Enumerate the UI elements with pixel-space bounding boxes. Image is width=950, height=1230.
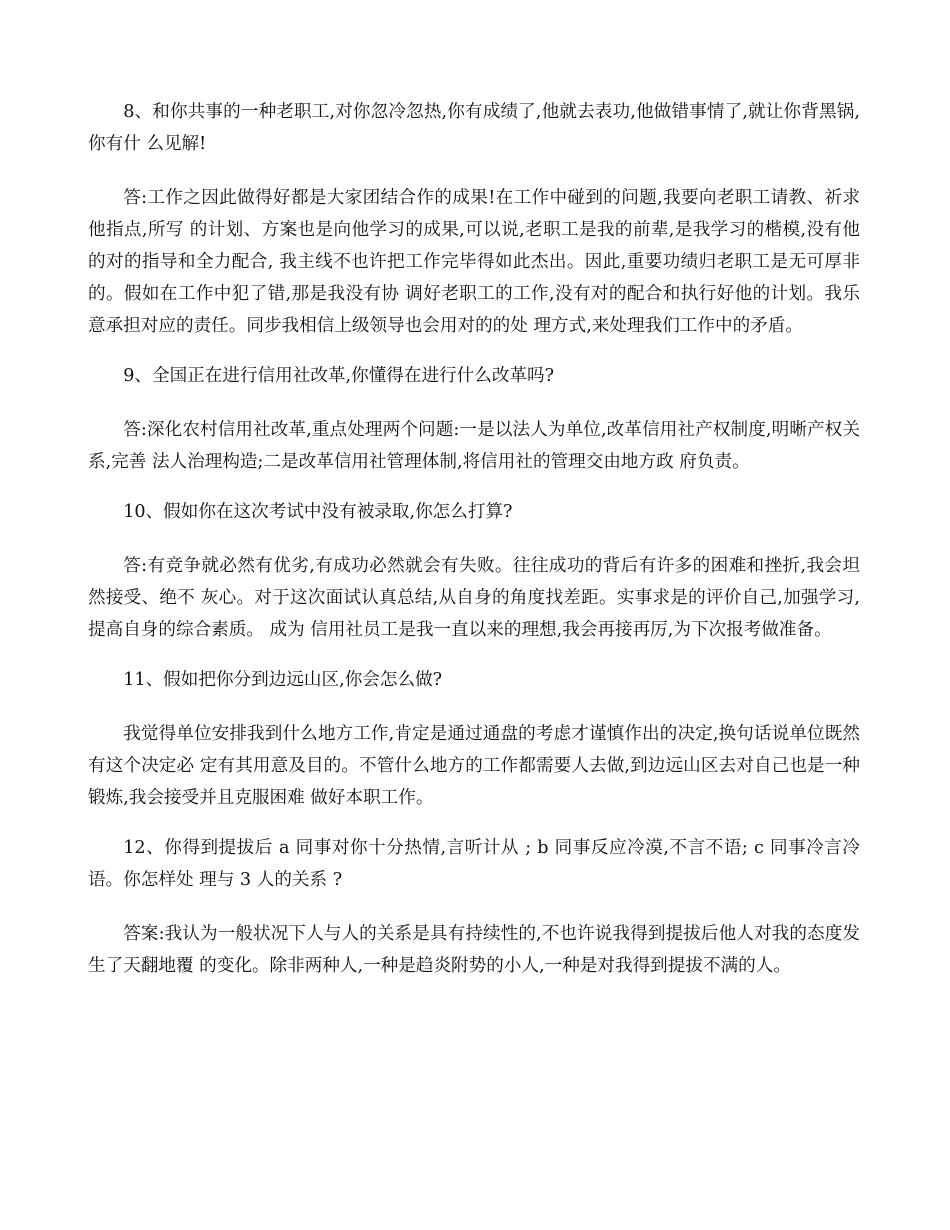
question-8: 8、和你共事的一种老职工,对你忽冷忽热,你有成绩了,他就去表功,他做错事情了,就让你背黑锅,你有什 么见解! xyxy=(88,102,860,154)
answer-11: 我觉得单位安排我到什么地方工作,肯定是通过通盘的考虑才谨慎作出的决定,换句话说单位既然有这个决定必 定有其用意及目的。不管什么地方的工作都需要人去做,到边远山区去对自己也是一种锻炼,我会接受并且克服困难 做好本职工作。 xyxy=(88,724,860,808)
answer-12: 答案:我认为一般状况下人与人的关系是具有持续性的,不也许说我得到提拔后他人对我的态度发生了天翻地覆 的变化。除非两种人,一种是趋炎附势的小人,一种是对我得到提拔不满的人。 xyxy=(88,924,860,976)
document-page xyxy=(88,96,860,1000)
answer-10: 答:有竞争就必然有优劣,有成功必然就会有失败。往往成功的背后有许多的困难和挫折,我会坦然接受、绝不 灰心。对于这次面试认真总结,从自身的角度找差距。实事求是的评价自己,加强学习,提高自身的综合素质。 成为 信用社员工是我一直以来的理想,我会再接再厉,为下次报考做准备。 xyxy=(88,556,860,640)
question-11: 11、假如把你分到边远山区,你会怎么做? xyxy=(123,670,443,690)
question-12: 12、你得到提拔后 a 同事对你十分热情,言听计从 ; b 同事反应冷漠,不言不语; c 同事冷言冷语。你怎样处 理与 3 人的关系 ? xyxy=(88,838,860,890)
answer-9: 答:深化农村信用社改革,重点处理两个问题:一是以法人为单位,改革信用社产权制度,明晰产权关系,完善 法人治理构造;二是改革信用社管理体制,将信用社的管理交由地方政 府负责。 xyxy=(88,420,860,472)
question-9: 9、全国正在进行信用社改革,你懂得在进行什么改革吗? xyxy=(123,366,555,386)
answer-8: 答:工作之因此做得好都是大家团结合作的成果!在工作中碰到的问题,我要向老职工请教、祈求他指点,所写 的计划、方案也是向他学习的成果,可以说,老职工是我的前辈,是我学习的楷模,没有他的对的指导和全力配合, 我主线不也许把工作完毕得如此杰出。因此,重要功绩归老职工是无可厚非的。假如在工作中犯了错,那是我没有协 调好老职工的工作,没有对的配合和执行好他的计划。我乐意承担对应的责任。同步我相信上级领导也会用对的的处 理方式,来处理我们工作中的矛盾。 xyxy=(88,188,860,336)
question-10: 10、假如你在这次考试中没有被录取,你怎么打算? xyxy=(123,502,513,522)
